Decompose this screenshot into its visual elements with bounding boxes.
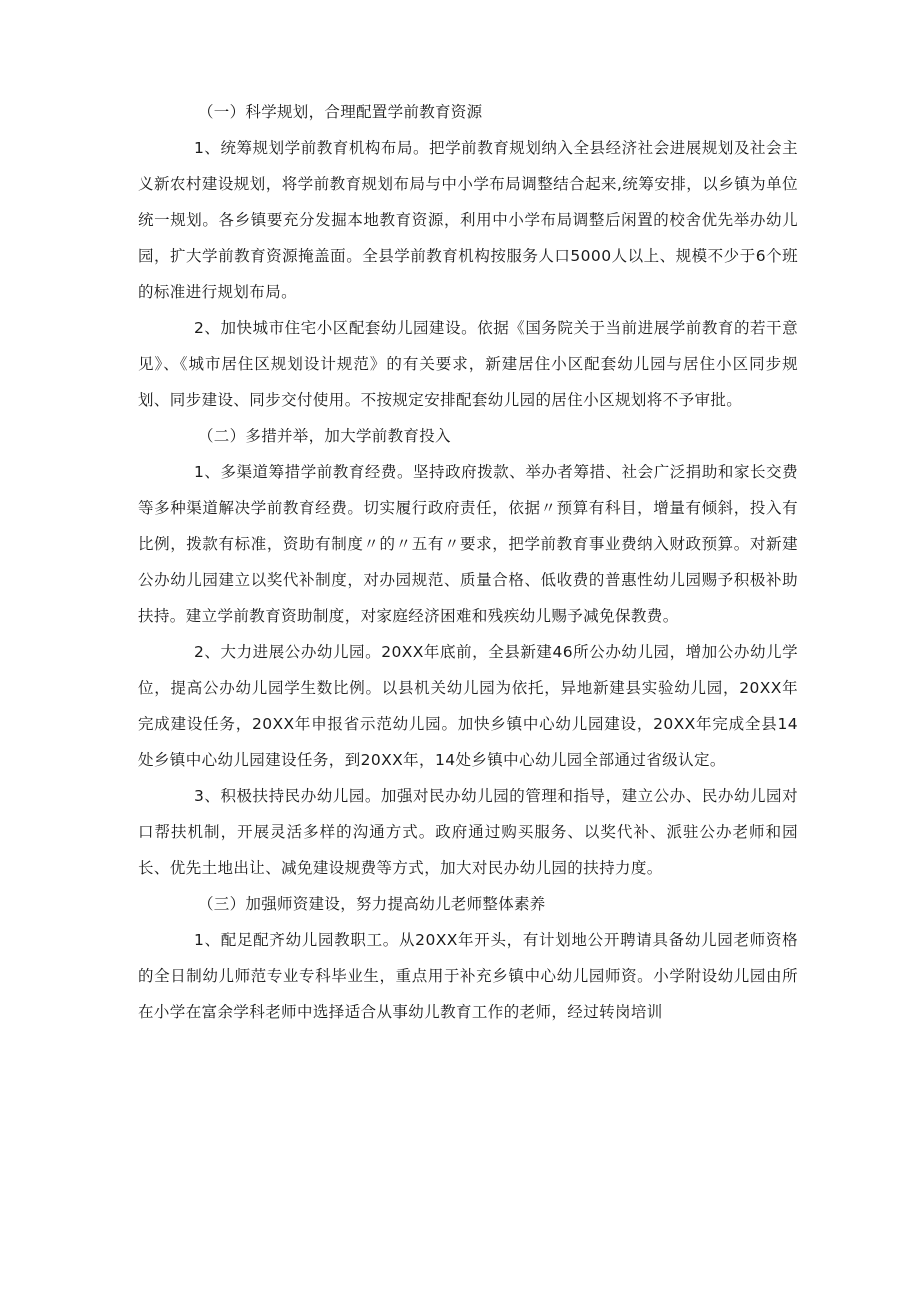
section-2-paragraph-3: 3、积极扶持民办幼儿园。加强对民办幼儿园的管理和指导，建立公办、民办幼儿园对口帮扶机制，开展灵活多样的沟通方式。政府通过购买服务、以奖代补、派驻公办老师和园长、优先土地出让、减免建设规费等方式，加大对民办幼儿园的扶持力度。 [138,787,798,877]
section-1-paragraph-1: 1、统筹规划学前教育机构布局。把学前教育规划纳入全县经济社会进展规划及社会主义新农村建设规划，将学前教育规划布局与中小学布局调整结合起来,统筹安排，以乡镇为单位统一规划。各乡镇要充分发掘本地教育资源，利用中小学布局调整后闲置的校舍优先举办幼儿园，扩大学前教育资源掩盖面。全县学前教育机构按服务人口5000人以上、规模不少于6个班的标准进行规划布局。 [138,139,798,301]
section-2-paragraph-1: 1、多渠道筹措学前教育经费。坚持政府拨款、举办者筹措、社会广泛捐助和家长交费等多种渠道解决学前教育经费。切实履行政府责任，依据〃预算有科目，增量有倾斜，投入有比例，拨款有标准，资助有制度〃的〃五有〃要求，把学前教育事业费纳入财政预算。对新建公办幼儿园建立以奖代补制度，对办园规范、质量合格、低收费的普惠性幼儿园赐予积极补助扶持。建立学前教育资助制度，对家庭经济困难和残疾幼儿赐予减免保教费。 [138,463,798,625]
section-2-paragraph-2: 2、大力进展公办幼儿园。20XX年底前，全县新建46所公办幼儿园，增加公办幼儿学位，提高公办幼儿园学生数比例。以县机关幼儿园为依托，异地新建县实验幼儿园，20XX年完成建设任务，20XX年申报省示范幼儿园。加快乡镇中心幼儿园建设，20XX年完成全县14处乡镇中心幼儿园建设任务，到20XX年，14处乡镇中心幼儿园全部通过省级认定。 [138,643,798,769]
section-2-heading: （二）多措并举，加大学前教育投入 [198,427,451,445]
section-3-heading: （三）加强师资建设，努力提高幼儿老师整体素养 [198,895,546,913]
section-1-heading: （一）科学规划，合理配置学前教育资源 [198,103,483,121]
section-3-paragraph-1: 1、配足配齐幼儿园教职工。从20XX年开头，有计划地公开聘请具备幼儿园老师资格的全日制幼儿师范专业专科毕业生，重点用于补充乡镇中心幼儿园师资。小学附设幼儿园由所在小学在富余学科老师中选择适合从事幼儿教育工作的老师，经过转岗培训 [138,931,798,1021]
document-page [138,94,798,1030]
section-1-paragraph-2: 2、加快城市住宅小区配套幼儿园建设。依据《国务院关于当前进展学前教育的若干意见》、《城市居住区规划设计规范》的有关要求，新建居住小区配套幼儿园与居住小区同步规划、同步建设、同步交付使用。不按规定安排配套幼儿园的居住小区规划将不予审批。 [138,319,798,409]
